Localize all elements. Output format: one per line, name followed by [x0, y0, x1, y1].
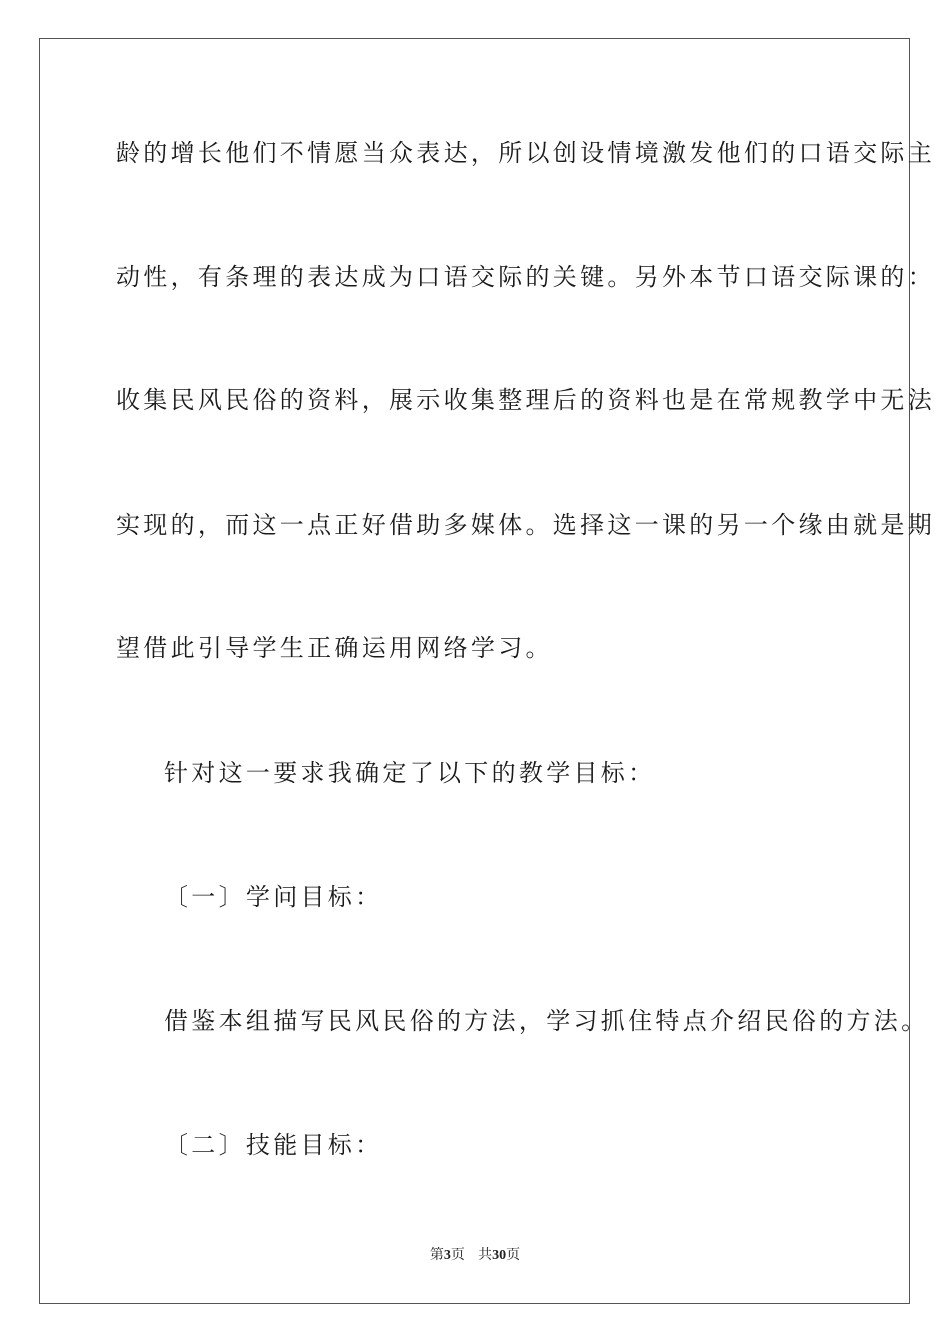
- paragraph-goals-intro: 针对这一要求我确定了以下的教学目标：: [164, 759, 656, 787]
- total-prefix: 共: [478, 1247, 493, 1263]
- body-line-2: 动性，有条理的表达成为口语交际的关键。另外本节口语交际课的：: [116, 263, 935, 291]
- body-line-1: 龄的增长他们不情愿当众表达，所以创设情境激发他们的口语交际主: [116, 139, 935, 167]
- body-line-5: 望借此引导学生正确运用网络学习。: [116, 634, 553, 662]
- total-pages: 30: [492, 1248, 507, 1263]
- body-line-3: 收集民风民俗的资料，展示收集整理后的资料也是在常规教学中无法: [116, 386, 935, 414]
- heading-skill-goal: 〔二〕技能目标：: [164, 1131, 383, 1159]
- page-suffix: 页: [450, 1247, 465, 1263]
- page-border: [39, 38, 910, 1304]
- paragraph-knowledge-goal: 借鉴本组描写民风民俗的方法，学习抓住特点介绍民俗的方法。: [164, 1007, 929, 1035]
- body-line-4: 实现的，而这一点正好借助多媒体。选择这一课的另一个缘由就是期: [116, 511, 935, 539]
- total-suffix: 页: [506, 1247, 521, 1263]
- page-number: 3: [443, 1248, 451, 1263]
- page-prefix: 第: [429, 1247, 444, 1263]
- page-footer: [0, 1246, 950, 1265]
- heading-knowledge-goal: 〔一〕学问目标：: [164, 883, 383, 911]
